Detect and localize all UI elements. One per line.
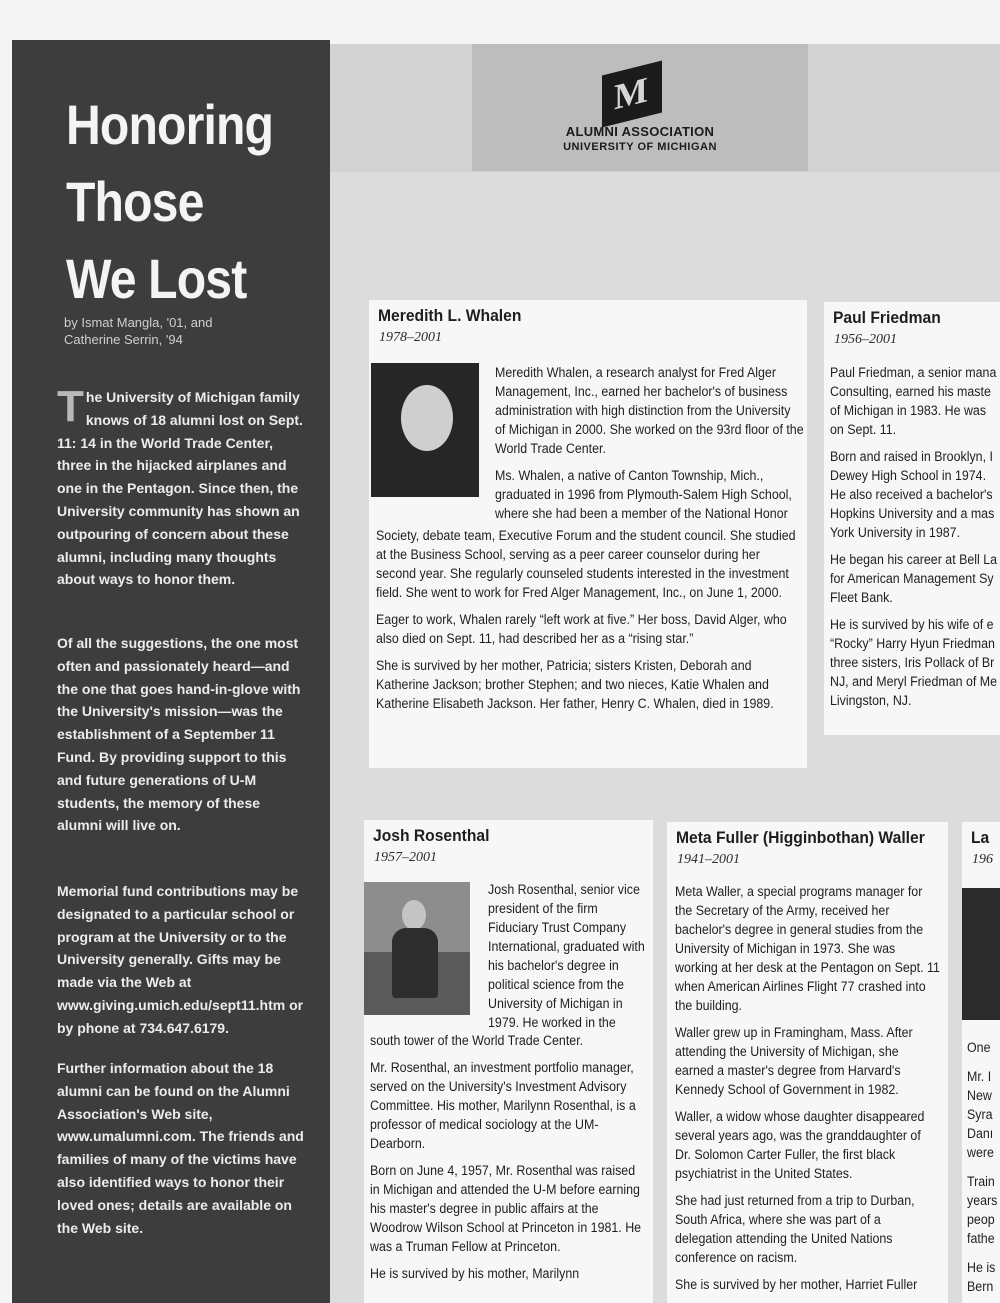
profile-card-waller xyxy=(667,822,948,1303)
profile-card-friedman xyxy=(824,302,1000,735)
title-line: We Lost xyxy=(66,247,247,310)
profile-line: Train xyxy=(967,1174,995,1189)
logo-line-1: ALUMNI ASSOCIATION xyxy=(565,124,715,139)
profile-paragraph: Born on June 4, 1957, Mr. Rosenthal was raised in Michigan and attended the U-M before earning his master's degree in public affairs at the Woodrow Wilson School at Princeton in 1981. He was a Truman Fellow at Princeton. xyxy=(370,1163,642,1254)
fund-paragraph: Of all the suggestions, the one most often and passionately heard—and the one that goes hand-in-glove with the University's mission—was the establishment of a September 11 Fund. By providing support to this and future generations of U-M students, the memory of these alumni will live on. xyxy=(57,635,301,834)
profile-paragraph: She had just returned from a trip to Durban, South Africa, where she was part of a delegation attending the United Nations conference on racism. xyxy=(675,1193,915,1265)
profile-text xyxy=(675,882,940,1294)
drop-cap: T xyxy=(57,382,84,431)
profile-line: Danı xyxy=(967,1126,994,1141)
profile-paragraph: Waller grew up in Framingham, Mass. After attending the University of Michigan, she earned a master's degree from Harvard's Kennedy School of Government in 1982. xyxy=(675,1025,913,1097)
profile-line: peop xyxy=(967,1212,995,1227)
portrait-photo xyxy=(962,888,1000,1020)
profile-line: Syra xyxy=(967,1107,993,1122)
profile-line: fathe xyxy=(967,1231,995,1246)
profile-line: Mr. I xyxy=(967,1069,992,1084)
alumni-association-logo xyxy=(472,44,808,171)
profile-text-bottom xyxy=(370,1031,646,1283)
profile-text-top xyxy=(495,363,804,523)
profile-years: 1957–2001 xyxy=(374,850,437,865)
profile-line: years xyxy=(967,1193,998,1208)
profile-paragraph: He began his career at Bell La for American Management Sy Fleet Bank. xyxy=(830,552,998,605)
profile-text xyxy=(967,1038,1000,1296)
profile-paragraph: Waller, a widow whose daughter disappeared several years ago, was the granddaughter of Dr. Solomon Carter Fuller, the first black psychiatrist in the United States. xyxy=(675,1109,925,1181)
byline-line: by Ismat Mangla, '01, and xyxy=(64,315,213,330)
portrait-photo xyxy=(364,882,470,1015)
profile-paragraph: Ms. Whalen, a native of Canton Township, Mich., graduated in 1996 from Plymouth-Salem High School, where she had been a member of the National Honor xyxy=(495,468,792,521)
portrait-photo xyxy=(371,363,479,497)
profile-text-top: Josh Rosenthal, senior vice president of the firm Fiduciary Trust Company International, graduated with his bachelor's degree in political science from the University of Michigan in 1979. He worked in the xyxy=(488,882,645,1030)
logo-line-2: UNIVERSITY OF MICHIGAN xyxy=(563,141,717,153)
byline xyxy=(64,314,304,348)
profile-card-rosenthal xyxy=(364,820,653,1303)
profile-years: 1941–2001 xyxy=(677,852,740,867)
block-m-flag-icon xyxy=(602,61,662,128)
profile-paragraph: He is survived by his mother, Marilynn xyxy=(370,1266,580,1281)
byline-line: Catherine Serrin, '94 xyxy=(64,332,183,347)
profile-line: were xyxy=(967,1145,994,1160)
profile-name: Paul Friedman xyxy=(833,308,941,327)
profile-paragraph: Eager to work, Whalen rarely “left work at five.” Her boss, David Alger, who also died on Sept. 11, had described her as a “rising star.” xyxy=(376,612,787,646)
profile-paragraph: She is survived by her mother, Patricia; sisters Kristen, Deborah and Katherine Jackson; brother Stephen; and two nieces, Katie Whalen and Katherine Elisabeth Jackson. Her father, Henry C. Whalen, died in 1989. xyxy=(376,658,774,711)
profile-line: Bern xyxy=(967,1279,994,1294)
intro-paragraph-text: he University of Michigan family knows of 18 alumni lost on Sept. 11: 14 in the World Trade Center, three in the hijacked airplanes and one in the Pentagon. Since then, the University community has shown an outpouring of concern about these alumni, including many thoughts about ways to honor them. xyxy=(57,389,303,588)
profile-years: 1978–2001 xyxy=(379,330,442,345)
title-line: Honoring xyxy=(66,93,274,156)
profile-name: Josh Rosenthal xyxy=(373,826,490,845)
profile-name: Meredith L. Whalen xyxy=(378,306,522,325)
page-title xyxy=(66,86,290,317)
profile-line: One xyxy=(967,1040,991,1055)
further-info-paragraph: Further information about the 18 alumni can be found on the Alumni Association's Web site, www.umalumni.com. The friends and families of many of the victims have also identified ways to honor their loved ones; details are available on the Web site. xyxy=(57,1060,304,1236)
profile-paragraph: Paul Friedman, a senior mana Consulting, earned his maste of Michigan in 1983. He was on Sept. 11. xyxy=(830,365,997,437)
contributions-paragraph: Memorial fund contributions may be designated to a particular school or program at the University or to the University generally. Gifts may be made via the Web at www.giving.umich.edu/sept11.htm or by phone at 734.647.6179. xyxy=(57,883,304,1036)
profile-paragraph: Society, debate team, Executive Forum and the student council. She studied at the Business School, serving as a peer career counselor during her second year. She regularly counseled students interested in the investment field. She went to work for Fred Alger Management, Inc., on June 1, 2000. xyxy=(376,528,796,600)
profile-paragraph: Mr. Rosenthal, an investment portfolio manager, served on the University's Investment Advisory Committee. His mother, Marilynn Rosenthal, is a professor of medical sociology at the UM-Dearborn. xyxy=(370,1060,636,1151)
profile-years: 1956–2001 xyxy=(834,332,897,347)
intro-paragraph xyxy=(57,382,307,591)
profile-paragraph: He is survived by his wife of e “Rocky” Harry Hyun Friedman three sisters, Iris Pollack of Br NJ, and Meryl Friedman of Me Livingston, NJ. xyxy=(830,617,998,708)
portrait-face xyxy=(401,385,453,451)
profile-paragraph: She is survived by her mother, Harriet Fuller xyxy=(675,1277,918,1292)
profile-text xyxy=(830,363,1000,710)
profile-card-partial xyxy=(962,822,1000,1303)
profile-name: La xyxy=(971,828,990,847)
profile-line: He is xyxy=(967,1260,996,1275)
profile-line: New xyxy=(967,1088,992,1103)
profile-paragraph: Born and raised in Brooklyn, I Dewey High School in 1974. He also received a bachelor's Hopkins University and a mas York University in 1987. xyxy=(830,449,995,540)
profile-paragraph: south tower of the World Trade Center. xyxy=(370,1033,584,1048)
flag-letter: M xyxy=(614,69,648,118)
title-line: Those xyxy=(66,170,204,233)
profile-name: Meta Fuller (Higginbothan) Waller xyxy=(676,828,925,847)
profile-years: 196 xyxy=(972,852,993,867)
portrait-body xyxy=(392,928,438,998)
profile-text-bottom xyxy=(376,526,799,713)
profile-card-whalen xyxy=(369,300,807,768)
profile-paragraph: Meta Waller, a special programs manager for the Secretary of the Army, received her bachelor's degree in general studies from the University of Michigan in 1973. She was working at her desk at the Pentagon on Sept. 11 when American Airlines Flight 77 crashed into the building. xyxy=(675,884,940,1013)
profile-paragraph: Meredith Whalen, a research analyst for Fred Alger Management, Inc., earned her bachelor's of business administration with high distinction from the University of Michigan in 2000. She worked on the 93rd floor of the World Trade Center. xyxy=(495,365,804,456)
intro-column xyxy=(12,40,330,1303)
portrait-face xyxy=(402,900,426,930)
